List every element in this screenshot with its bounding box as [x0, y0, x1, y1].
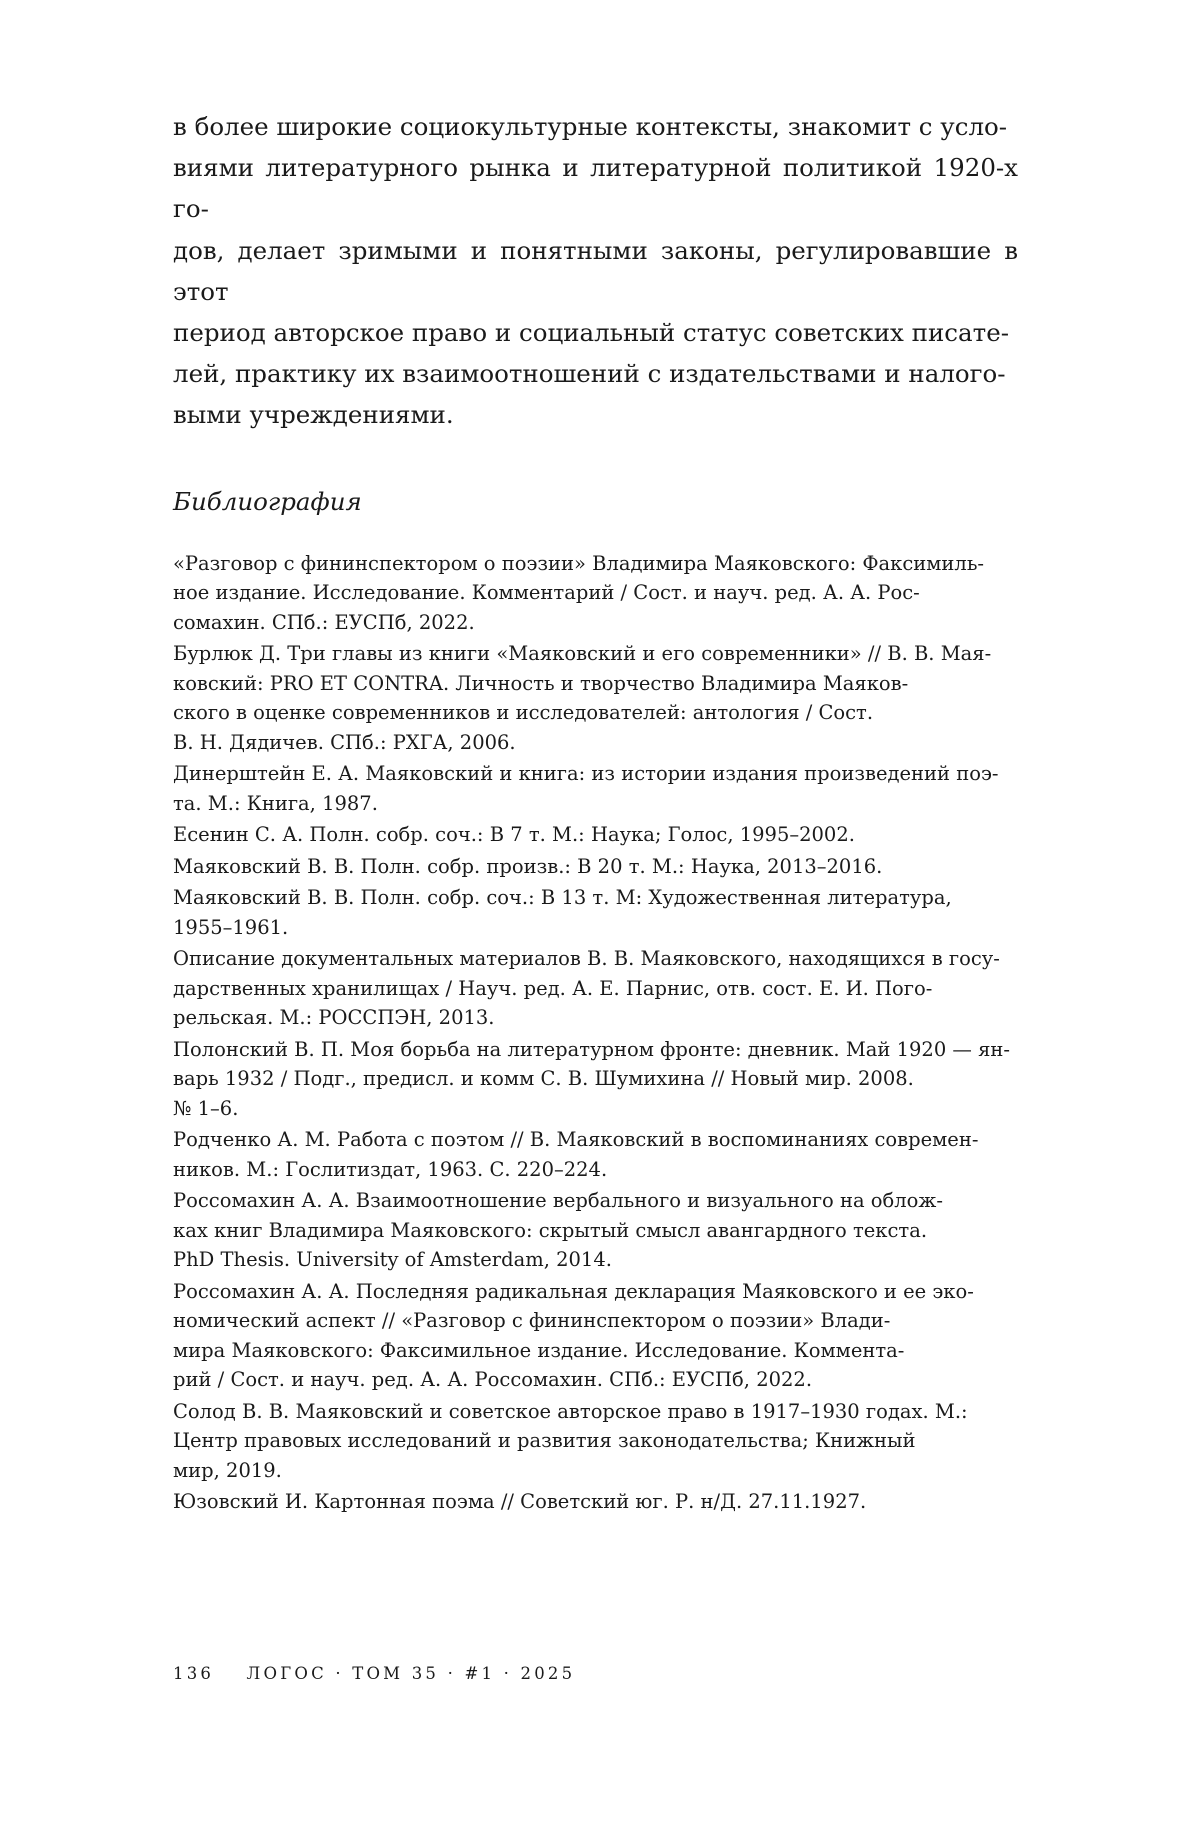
bibliography-entry-line: ковский: PRO ET CONTRA. Личность и творчество Владимира Маяков-: [173, 671, 909, 695]
bibliography-entry-line: рий / Сост. и науч. ред. А. А. Россомахин. СПб.: ЕУСПб, 2022.: [173, 1368, 813, 1392]
body-line: лей, практику их взаимоотношений с издательствами и налого-: [173, 359, 1006, 389]
body-line: период авторское право и социальный статус советских писате-: [173, 318, 1009, 348]
bibliography-entry-line: ников. М.: Гослитиздат, 1963. С. 220–224.: [173, 1157, 608, 1181]
bibliography-entry-line: Центр правовых исследований и развития законодательства; Книжный: [173, 1429, 916, 1453]
bibliography-entry: [173, 549, 1018, 638]
bibliography-entry: [173, 883, 1018, 942]
bibliography-entry-line: сомахин. СПб.: ЕУСПб, 2022.: [173, 610, 475, 634]
bibliography-entry-line: Маяковский В. В. Полн. собр. соч.: В 13 т. М: Художественная литература,: [173, 886, 952, 910]
page-number: 136: [173, 1664, 215, 1683]
bibliography-entry-line: номический аспект // «Разговор с фининспектором о поэзии» Влади-: [173, 1309, 891, 1333]
bibliography-entry: [173, 820, 1018, 850]
bibliography-entry-line: рельская. М.: РОССПЭН, 2013.: [173, 1006, 495, 1030]
bibliography-entry-line: ках книг Владимира Маяковского: скрытый смысл авангардного текста.: [173, 1218, 928, 1242]
body-line: дов, делает зримыми и понятными законы, регулировавшие в этот: [173, 235, 1018, 306]
body-line: в более широкие социокультурные контексты, знакомит с усло-: [173, 112, 1008, 141]
bibliography-entry-line: дарственных хранилищах / Науч. ред. А. Е. Парнис, отв. сост. Е. И. Пого-: [173, 976, 933, 1000]
bibliography-entry: [173, 1397, 1018, 1486]
bibliography-entry: [173, 1487, 1018, 1517]
section-title-bibliography: Библиография: [173, 486, 362, 516]
bibliography-entry-line: PhD Thesis. University of Amsterdam, 2014.: [173, 1248, 612, 1272]
bibliography-entry-line: Россомахин А. А. Взаимоотношение вербального и визуального на облож-: [173, 1189, 943, 1213]
bibliography-entry-line: В. Н. Дядичев. СПб.: РХГА, 2006.: [173, 730, 516, 754]
bibliography-entry-line: 1955–1961.: [173, 915, 289, 939]
bibliography-entry-line: Описание документальных материалов В. В. Маяковского, находящихся в госу-: [173, 947, 1000, 971]
bibliography-entry: [173, 639, 1018, 757]
bibliography-entry-line: Россомахин А. А. Последняя радикальная декларация Маяковского и ее эко-: [173, 1279, 974, 1303]
bibliography-entry-line: та. М.: Книга, 1987.: [173, 791, 378, 815]
bibliography-entry-line: варь 1932 / Подг., предисл. и комм С. В. Шумихина // Новый мир. 2008.: [173, 1067, 914, 1091]
bibliography-entry: [173, 852, 1018, 882]
bibliography-entry: [173, 1125, 1018, 1184]
bibliography-entry: [173, 944, 1018, 1033]
body-line: выми учреждениями.: [173, 400, 454, 430]
bibliography-entry-line: мир, 2019.: [173, 1458, 282, 1482]
bibliography-entry-line: Маяковский В. В. Полн. собр. произв.: В 20 т. М.: Наука, 2013–2016.: [173, 854, 883, 878]
bibliography-entry-line: Солод В. В. Маяковский и советское авторское право в 1917–1930 годах. М.:: [173, 1399, 968, 1423]
page-footer: [173, 1664, 575, 1683]
page-content: [173, 106, 1018, 1519]
bibliography-entry-line: Юзовский И. Картонная поэма // Советский юг. Р. н/Д. 27.11.1927.: [173, 1490, 867, 1514]
bibliography-entry-line: № 1–6.: [173, 1096, 239, 1120]
bibliography-entry-line: Полонский В. П. Моя борьба на литературном фронте: дневник. Май 1920 — ян-: [173, 1037, 1011, 1061]
bibliography-entry-line: ное издание. Исследование. Комментарий / Сост. и науч. ред. А. А. Рос-: [173, 581, 920, 605]
bibliography-entry: [173, 1277, 1018, 1395]
bibliography-entry-line: Динерштейн Е. А. Маяковский и книга: из истории издания произведений поэ-: [173, 762, 999, 786]
bibliography-entry: [173, 1035, 1018, 1124]
bibliography-entry-line: ского в оценке современников и исследователей: антология / Сост.: [173, 701, 874, 725]
bibliography-entry-line: Есенин С. А. Полн. собр. соч.: В 7 т. М.: Наука; Голос, 1995–2002.: [173, 823, 855, 847]
bibliography-entry-line: Бурлюк Д. Три главы из книги «Маяковский и его современники» // В. В. Мая-: [173, 642, 992, 666]
body-paragraph: [173, 106, 1018, 436]
bibliography-entry-line: «Разговор с фининспектором о поэзии» Владимира Маяковского: Факсимиль-: [173, 551, 985, 575]
bibliography-list: [173, 549, 1018, 1517]
journal-running-head: ЛОГОС · ТОМ 35 · #1 · 2025: [246, 1664, 576, 1683]
bibliography-entry-line: мира Маяковского: Факсимильное издание. Исследование. Коммента-: [173, 1338, 905, 1362]
body-line: виями литературного рынка и литературной политикой 1920-х го-: [173, 153, 1018, 224]
bibliography-entry: [173, 1186, 1018, 1275]
bibliography-entry-line: Родченко А. М. Работа с поэтом // В. Маяковский в воспоминаниях современ-: [173, 1128, 979, 1152]
bibliography-entry: [173, 759, 1018, 818]
